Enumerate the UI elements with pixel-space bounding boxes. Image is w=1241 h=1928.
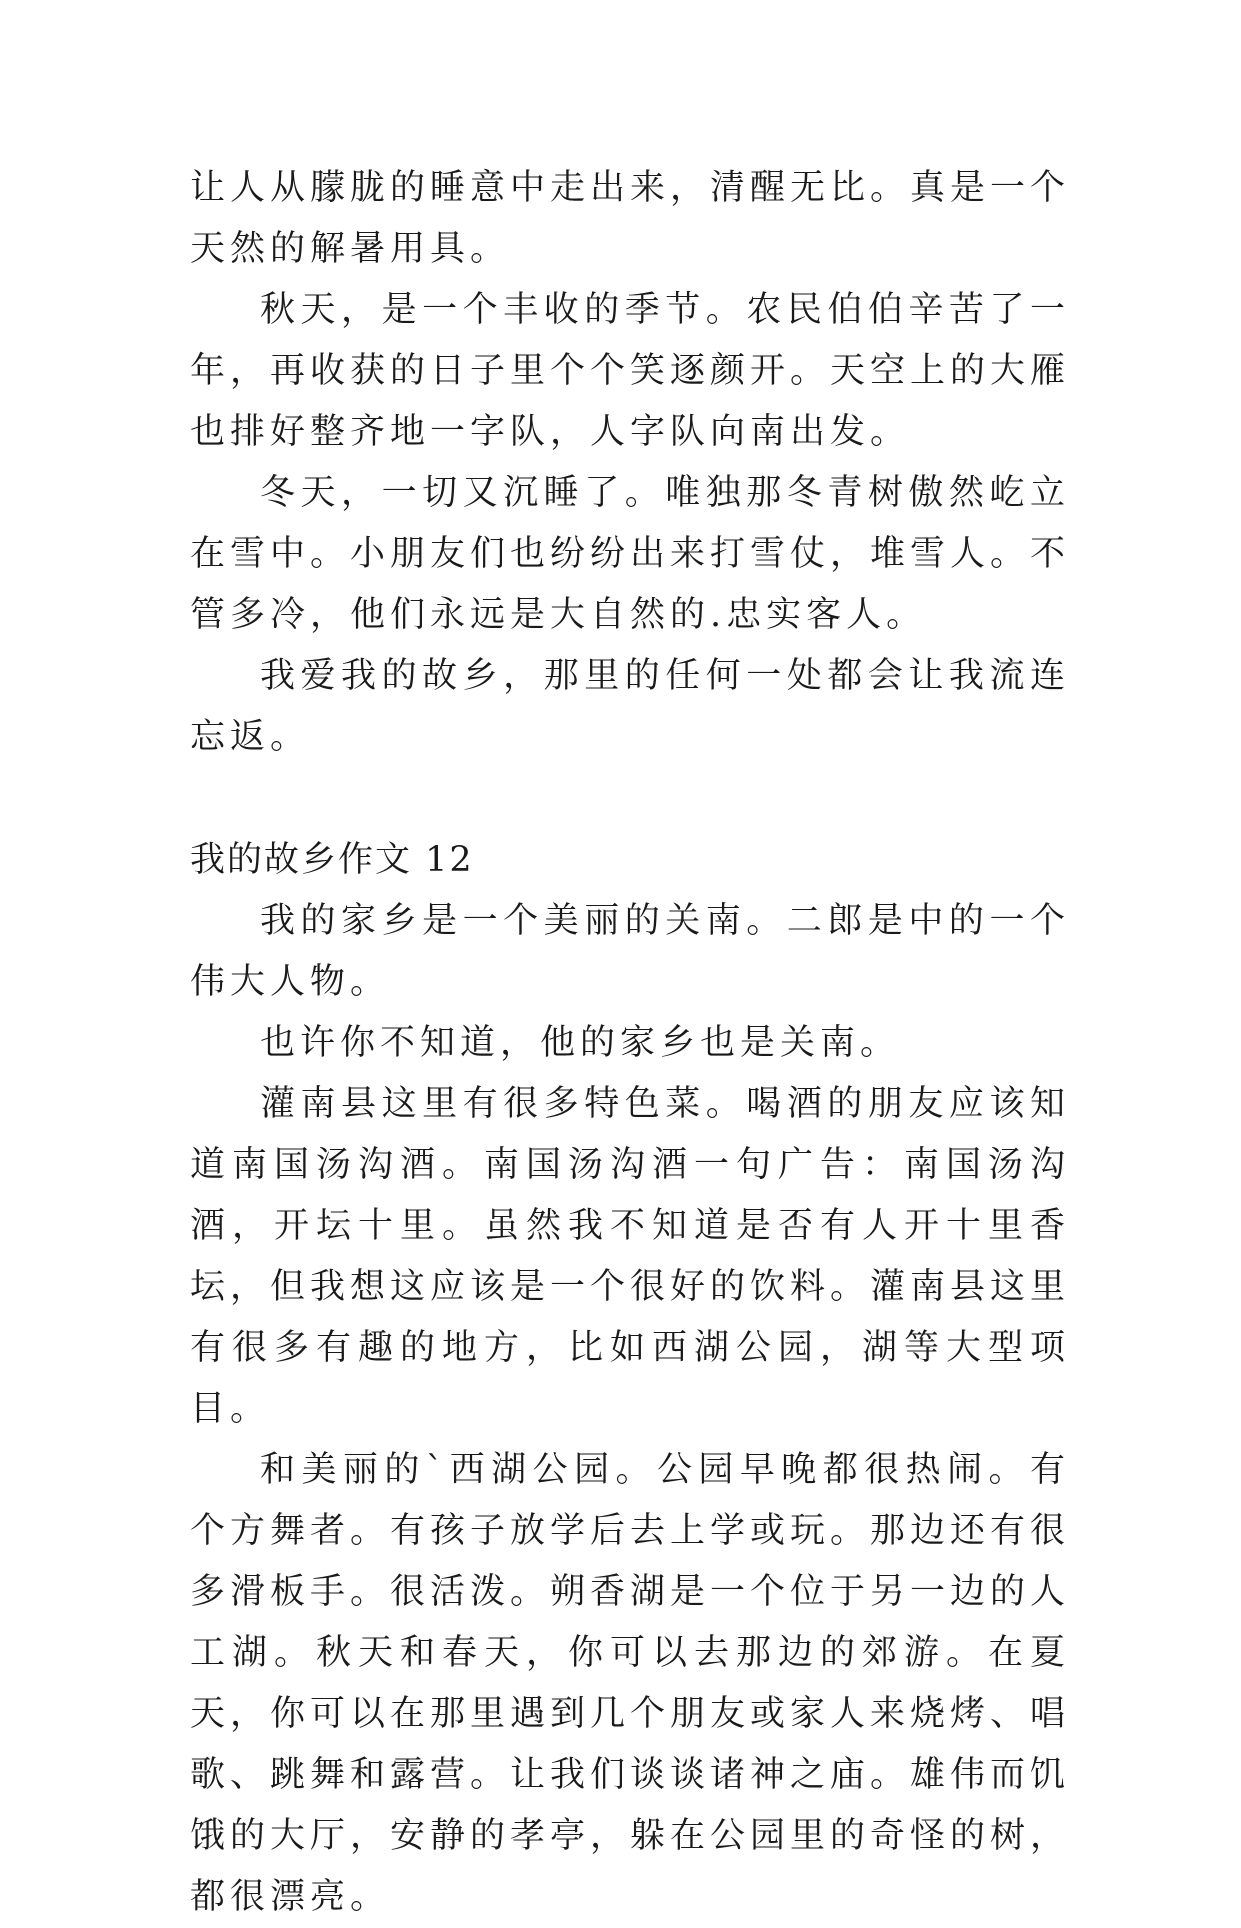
paragraph-autumn: 秋天，是一个丰收的季节。农民伯伯辛苦了一年，再收获的日子里个个笑逐颜开。天空上的大雁也排好整齐地一字队，人字队向南出发。 bbox=[190, 290, 1071, 452]
document-body bbox=[190, 158, 1070, 1928]
paragraph-conclusion: 我爱我的故乡，那里的任何一处都会让我流连忘返。 bbox=[190, 656, 1070, 757]
paragraph-local-food: 灌南县这里有很多特色菜。喝酒的朋友应该知道南国汤沟酒。南国汤沟酒一句广告：南国汤沟酒，开坛十里。虽然我不知道是否有人开十里香坛，但我想这应该是一个很好的饮料。灌南县这里有很多有趣的地方，比如西湖公园，湖等大型项目。 bbox=[190, 1084, 1071, 1429]
essay-title: 我的故乡作文 12 bbox=[190, 840, 474, 880]
paragraph-hometown-intro: 我的家乡是一个美丽的关南。二郎是中的一个伟大人物。 bbox=[190, 901, 1070, 1002]
paragraph-hometown-note: 也许你不知道，他的家乡也是关南。 bbox=[260, 1023, 901, 1063]
paragraph-west-lake-park: 和美丽的`西湖公园。公园早晚都很热闹。有个方舞者。有孩子放学后去上学或玩。那边还有很多滑板手。很活泼。朔香湖是一个位于另一边的人工湖。秋天和春天，你可以去那边的郊游。在夏天，你可以在那里遇到几个朋友或家人来烧烤、唱歌、跳舞和露营。让我们谈谈诸神之庙。雄伟而饥饿的大厅，安静的孝亭，躲在公园里的奇怪的树，都很漂亮。 bbox=[190, 1450, 1071, 1917]
section-spacer bbox=[190, 768, 1070, 830]
paragraph-winter: 冬天，一切又沉睡了。唯独那冬青树傲然屹立在雪中。小朋友们也纷纷出来打雪仗，堆雪人。不管多冷，他们永远是大自然的.忠实客人。 bbox=[190, 473, 1071, 635]
paragraph-summer-end: 让人从朦胧的睡意中走出来，清醒无比。真是一个天然的解暑用具。 bbox=[190, 168, 1071, 269]
